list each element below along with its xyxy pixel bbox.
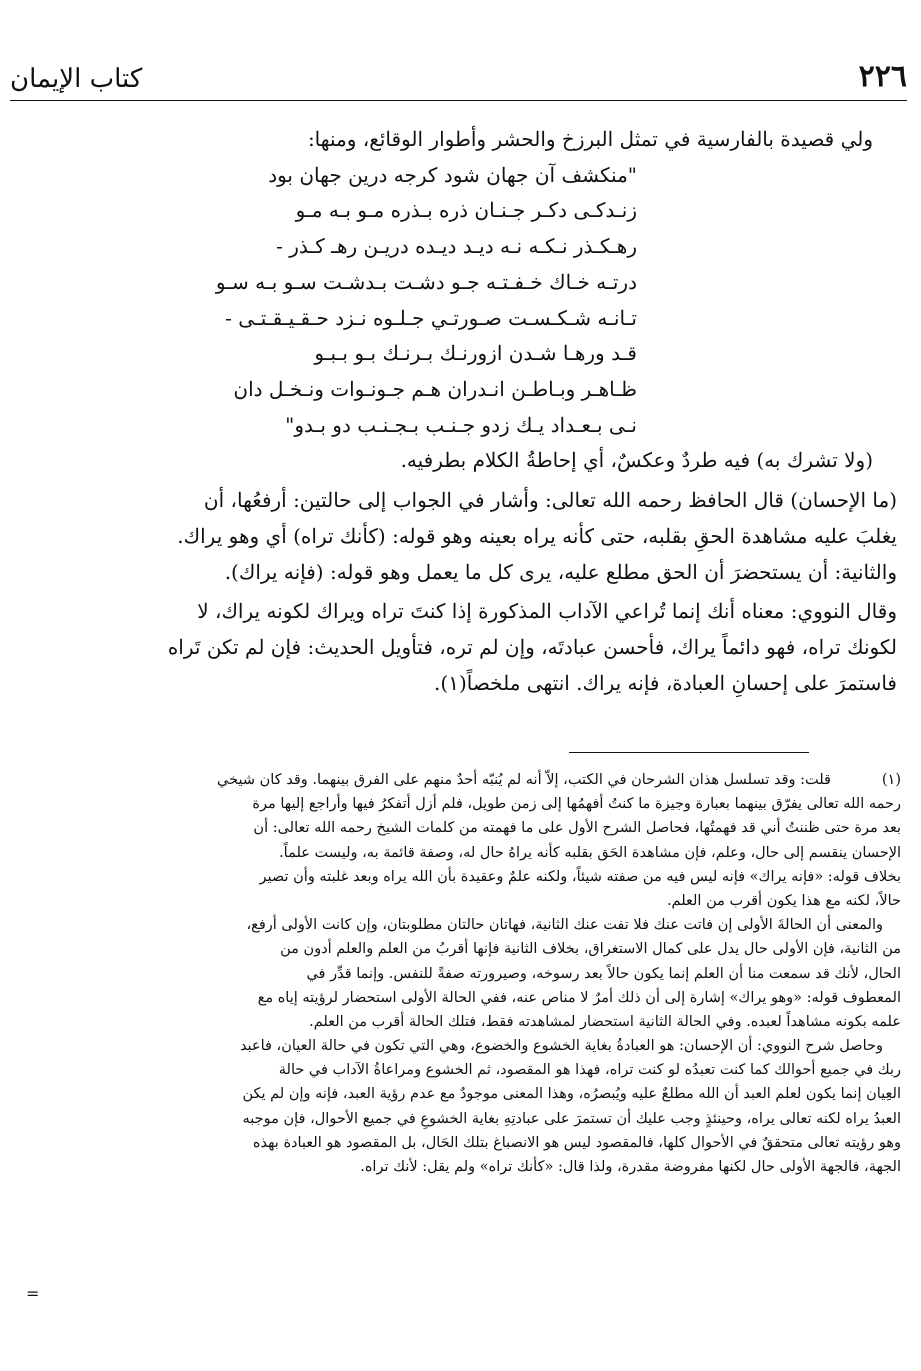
paragraph-ihsan (14, 483, 897, 590)
main-text (14, 122, 897, 702)
page-number: ٢٢٦ (858, 59, 907, 94)
book-title: كتاب الإيمان (10, 64, 143, 94)
verse-line: "منكشف آن جهان شود كرجه درين جهان بود (268, 162, 637, 187)
header-rule (10, 100, 907, 101)
verse-line: قـد ورهـا شـدن ازورنـك بـرنـك بـو بـبـو (314, 341, 637, 366)
footnote-line: رحمه الله تعالى يفرّق بينهما بعبارة وجيزة ما كنتُ أفهمُها إلى زمن طويل، فلم أزل أتفكرُ فيها وأراجع إليها مرة (252, 796, 901, 813)
footnote-line: بخلاف قوله: «فإنه يراك» فإنه ليس فيه من صفته شيئاً، ولكنه علمٌ وعقيدة بأن الله يراه وبعد غلبته وأن تصير (259, 868, 901, 885)
footnote-line: وهو رؤيته تعالى متحققٌ في الأحوال كلها، فالمقصود ليس هو الانصباغ بتلك الحَال، بل المقصود هو العبادة بهذه (252, 1134, 901, 1151)
footnote-number: (١) (881, 772, 901, 788)
verse-line: رهـكـذر نـكـه نـه ديـد ديـده دريـن رهـ كـذر - (276, 234, 637, 259)
verse-line: نـى بـعـداد يـك زدو جـنـب بـجـنـب دو بـدو" (285, 412, 637, 437)
paragraph-line: (ما الإحسان) قال الحافظ رحمه الله تعالى: وأشار في الجواب إلى حالتين: أرفعُها، أن (203, 488, 897, 513)
paragraph-line: والثانية: أن يستحضرَ أن الحق مطلع عليه، يرى كل ما يعمل وهو قوله: (فإنه يراك). (224, 559, 897, 584)
footnote-line: العِيان إنما يكون لعلم العبد أن الله مطلعٌ عليه ويُبصرُه، وهذا المعنى موجودٌ مع عدم رؤية العبد، فإنه وإن لم يكن (242, 1086, 901, 1103)
continuation-mark: = (26, 1284, 40, 1303)
footnotes (16, 768, 901, 1179)
footnote-line: علمه بكونه مشاهداً لعبده. وفي الحالة الثانية استحضار لمشاهدته فقط، فتلك الحالة أقرب من العلم. (309, 1013, 901, 1030)
footnote-line: من الثانية، فإن الأولى حال يدل على كمال الاستغراق، بخلاف الثانية فإنها أقربُ من العلم والعلم أدون من (280, 941, 901, 958)
footnote-line: حالاً، لكنه مع هذا يكون أقرب من العلم. (666, 892, 901, 909)
footnote-line: المعطوف قوله: «وهو يراك» إشارة إلى أن ذلك أمرٌ لا مناص عنه، ففي الحالة الأولى استحضار لرؤيته إياه مع (257, 989, 901, 1006)
footnote-line: العبدُ يراه لكنه تعالى يراه، وحينئذٍ وجب عليك أن تستمرَ على عبادتِهِ بغاية الخشوعِ في جميع الأحوال، فإن موجبه (242, 1110, 901, 1127)
poem-intro: ولي قصيدة بالفارسية في تمثل البرزخ والحشر وأطوار الوقائع، ومنها: (307, 127, 873, 151)
footnote-line: ربك في جميع أحوالك كما كنت تعبدُه لو كنت تراه، فهذا هو المقصود، ثم الخشوع ومراعاةُ الآداب في حالة (278, 1062, 901, 1079)
verse-line: درتـه خـاك خـفـتـه جـو دشـت بـدشـت سـو بـه سـو (215, 269, 637, 294)
footnote-line: والمعنى أن الحالةَ الأولى إن فاتت عنك فلا تفت عنك الثانية، فهاتان حالتان مطلوبتان، وإن كانت الأولى أرفع، (246, 917, 883, 934)
poem-verses (14, 158, 897, 444)
footnote-line: بعد مرة حتى ظننتُ أني قد فهمتُها، فحاصل الشرح الأول على ما فهمته من كلمات الشيخ رحمه الله تعالى: أن (253, 820, 901, 837)
footnote-line: الحال، لأنك قد سمعت منا أن العلم إنما يكون حالاً بعد رسوخه، وصيرورته صفةً للنفس. وإنما قدِّر في (306, 965, 901, 982)
paragraph-line: فاستمرَ على إحسانِ العبادة، فإنه يراك. انتهى ملخصاً(١). (434, 671, 897, 696)
footnote-line: الإحسان ينقسم إلى حال، وعلم، فإن مشاهدة الحَق بقلبه كأنه يراهُ حال له، وصفة قائمة به، وليست علماً. (279, 844, 901, 861)
verse-line: تـانـه شـكـسـت صـورتـي جـلـوه نـزد حـقـيـقـتـى - (225, 305, 637, 330)
paragraph-line: وقال النووي: معناه أنك إنما تُراعي الآداب المذكورة إذا كنتَ تراه ويراك لكونه يراك، لا (197, 599, 897, 624)
footnote-line: الجهة، فالجهة الأولى حال لكنها مفروضة مقدرة، ولذا قال: «كأنك تراه» ولم يقل: لأنك تراه. (360, 1159, 901, 1175)
paragraph-line: يغلبَ عليه مشاهدة الحقِ بقلبه، حتى كأنه يراه بعينه وهو قوله: (كأنك تراه) أي وهو يراك. (177, 523, 897, 548)
commentary-line: (ولا تشرك به) فيه طردٌ وعكسٌ، أي إحاطةُ الكلام بطرفيه. (400, 448, 873, 473)
verse-line: زنـدكـى دكـر جـنـان ذره بـذره مـو بـه مـو (295, 198, 637, 223)
footnote-separator (569, 752, 809, 753)
paragraph-line: لكونك تراه، فهو دائماً يراك، فأحسن عبادتَه، وإن لم تره، فتأويل الحديث: فإن لم تكن تَراه (167, 635, 897, 660)
paragraph-nawawi (14, 594, 897, 701)
footnote-line (16, 768, 901, 792)
verse-line: ظـاهـر وبـاطـن انـدران هـم جـونـوات ونـخـل دان (233, 376, 637, 401)
footnote-text: قلت: وقد تسلسل هذان الشرحان في الكتب، إلاّ أنه لم يُنبّه أحدٌ منهم على الفرق بينهما. وقد كان شيخي (217, 772, 831, 788)
footnote-line: وحاصل شرح النووي: أن الإحسان: هو العبادةُ بغاية الخشوع والخضوع، وهي التي تكون في حالة العيان، فاعبد (239, 1038, 883, 1055)
page-header (10, 58, 907, 102)
